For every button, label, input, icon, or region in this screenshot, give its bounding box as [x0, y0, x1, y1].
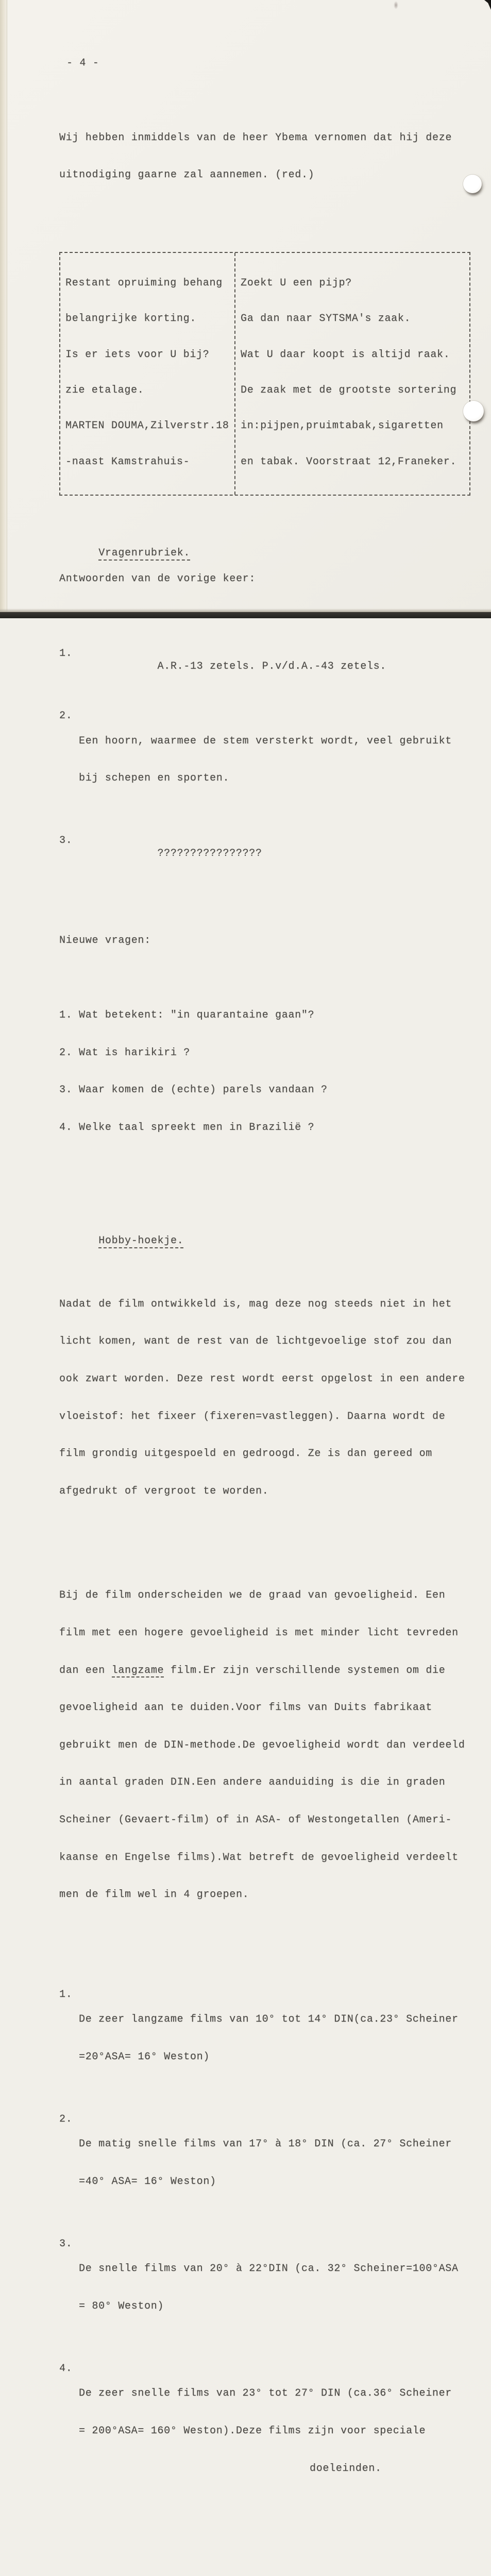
- paragraph-line: vloeistof: het fixeer (fixeren=vastleggen). Daarna wordt de: [59, 1410, 446, 1422]
- list-item: [59, 2238, 470, 2338]
- list-item-text: Wat is harikiri ?: [79, 1046, 190, 1059]
- answers-intro: Antwoorden van de vorige keer:: [59, 573, 256, 585]
- ad-line: Ga dan naar SYTSMA's zaak.: [241, 313, 411, 325]
- ad-line: -naast Kamstrahuis-: [65, 455, 190, 468]
- scanner-bed-edge: [0, 612, 491, 618]
- list-item: [59, 1989, 470, 2089]
- list-item-text: Een hoorn, waarmee de stem versterkt wordt, veel gebruikt: [79, 735, 452, 747]
- ad-line: Restant opruiming behang: [65, 277, 223, 289]
- list-item-text: doeleinden.: [310, 2462, 382, 2475]
- list-item: [59, 710, 470, 810]
- paragraph-text: film.Er zijn verschillende systemen om die: [164, 1664, 446, 1676]
- new-questions-intro: Nieuwe vragen:: [59, 935, 151, 946]
- paragraph-line: kaanse en Engelse films).Wat betreft de gevoeligheid verdeelt: [59, 1851, 459, 1863]
- list-item-text: De zeer snelle films van 23° tot 27° DIN (ca.36° Scheiner: [79, 2387, 452, 2400]
- punch-hole-bottom: [463, 401, 484, 421]
- list-item-number: 4.: [59, 1122, 73, 1134]
- paragraph-line: afgedrukt of vergroot te worden.: [59, 1485, 269, 1497]
- film-sensitivity-paragraph: [59, 1565, 470, 1926]
- ad-sytsma: [235, 253, 469, 495]
- page-left-edge: [0, 0, 7, 618]
- list-item-number: 1.: [59, 1009, 73, 1022]
- paragraph-line: Nadat de film ontwikkeld is, mag deze nog steeds niet in het: [59, 1298, 452, 1310]
- film-groups-list: [59, 1963, 470, 2524]
- intro-line: Wij hebben inmiddels van de heer Ybema vernomen dat hij deze: [59, 131, 452, 144]
- list-item-number: 2.: [59, 1046, 73, 1059]
- list-item-text: De zeer langzame films van 10° tot 14° DIN(ca.23° Scheiner: [79, 2013, 459, 2026]
- list-item-number: 3.: [59, 2238, 73, 2250]
- ad-line: en tabak. Voorstraat 12,Franeker.: [241, 455, 457, 468]
- paragraph-line: Scheiner (Gevaert-film) of in ASA- of Westongetallen (Ameri-: [59, 1814, 452, 1826]
- paragraph-line: ook zwart worden. Deze rest wordt eerst opgelost in een andere: [59, 1372, 465, 1385]
- paragraph-text: dan een: [59, 1664, 112, 1676]
- list-item-text: = 80° Weston): [79, 2300, 164, 2312]
- film-development-paragraph: [59, 1273, 470, 1522]
- paragraph-line: Bij de film onderscheiden we de graad van gevoeligheid. Een: [59, 1589, 446, 1602]
- list-item: [59, 648, 470, 685]
- list-item: [59, 1084, 470, 1096]
- corner-scan-mark: [484, 0, 491, 10]
- list-item: [59, 1122, 470, 1134]
- list-item-number: 3.: [59, 1084, 73, 1096]
- intro-line: uitnodiging gaarne zal aannemen. (red.): [59, 169, 315, 181]
- section-heading-vragenrubriek: Vragenrubriek.: [98, 548, 190, 561]
- ad-line: MARTEN DOUMA,Zilverstr.18: [65, 420, 229, 432]
- paragraph-line: gevoeligheid aan te duiden.Voor films van Duits fabrikaat: [59, 1702, 433, 1714]
- list-item: [59, 1009, 470, 1022]
- paragraph-line: [59, 1665, 470, 1677]
- scan-artifact-mark: [394, 1, 398, 9]
- list-item-text: ????????????????: [157, 847, 262, 859]
- punch-hole-top: [463, 175, 482, 193]
- answers-list: [59, 623, 470, 897]
- ad-line: Is er iets voor U bij?: [65, 348, 210, 361]
- list-item-text: = 200°ASA= 160° Weston).Deze films zijn voor speciale: [79, 2425, 426, 2437]
- ad-line: Zoekt U een pijp?: [241, 277, 352, 289]
- page-bottom-shadow: [0, 608, 491, 612]
- list-item-number: 3.: [59, 835, 73, 847]
- list-item-text: Wat betekent: "in quarantaine gaan"?: [79, 1009, 315, 1022]
- list-item-number: 2.: [59, 710, 73, 722]
- intro-paragraph: [59, 107, 470, 207]
- ad-line: De zaak met de grootste sortering: [241, 384, 457, 396]
- section-heading-hobby: Hobby-hoekje.: [98, 1235, 183, 1248]
- ad-line: zie etalage.: [65, 384, 144, 396]
- list-item: [59, 2113, 470, 2213]
- list-item-number: 2.: [59, 2113, 73, 2125]
- list-item-number: 4.: [59, 2362, 73, 2375]
- paragraph-line: men de film wel in 4 groepen.: [59, 1889, 249, 1901]
- paragraph-line: licht komen, want de rest van de lichtgevoelige stof zou dan: [59, 1335, 452, 1348]
- ad-line: belangrijke korting.: [65, 313, 197, 325]
- paragraph-line: film grondig uitgespoeld en gedroogd. Ze is dan gereed om: [59, 1448, 433, 1460]
- list-item: [59, 2363, 470, 2500]
- list-item-text: De snelle films van 20° à 22°DIN (ca. 32° Scheiner=100°ASA: [79, 2263, 459, 2275]
- list-item-number: 1.: [59, 1988, 73, 2001]
- page-number: - 4 -: [66, 57, 99, 69]
- page-content: [59, 20, 470, 2576]
- questions-list: [59, 985, 470, 1159]
- paragraph-line: film met een hogere gevoeligheid is met minder licht tevreden: [59, 1626, 459, 1639]
- list-item-text: A.R.-13 zetels. P.v/d.A.-43 zetels.: [157, 660, 387, 672]
- ad-line: in:pijpen,pruimtabak,sigaretten: [241, 420, 444, 432]
- section-hobby: [59, 1222, 470, 2550]
- list-item-text: bij schepen en sporten.: [79, 772, 230, 785]
- paragraph-line: gebruikt men de DIN-methode.De gevoeligheid wordt dan verdeeld: [59, 1739, 465, 1751]
- list-item-text: Welke taal spreekt men in Brazilië ?: [79, 1122, 315, 1134]
- underlined-word: langzame: [111, 1664, 164, 1676]
- list-item-text: =20°ASA= 16° Weston): [79, 2050, 210, 2063]
- ad-box: [59, 252, 470, 496]
- list-item: [59, 835, 470, 872]
- ad-line: Wat U daar koopt is altijd raak.: [241, 348, 450, 361]
- list-item-text: De matig snelle films van 17° à 18° DIN (ca. 27° Scheiner: [79, 2138, 452, 2150]
- list-item-number: 1.: [59, 648, 73, 660]
- section-vragenrubriek: [59, 535, 470, 1184]
- list-item-text: =40° ASA= 16° Weston): [79, 2175, 216, 2188]
- paragraph-line: in aantal graden DIN.Een andere aanduiding is die in graden: [59, 1776, 446, 1789]
- list-item-text: Waar komen de (echte) parels vandaan ?: [79, 1084, 328, 1096]
- ad-marten-douma: [60, 253, 235, 495]
- list-item: [59, 1047, 470, 1059]
